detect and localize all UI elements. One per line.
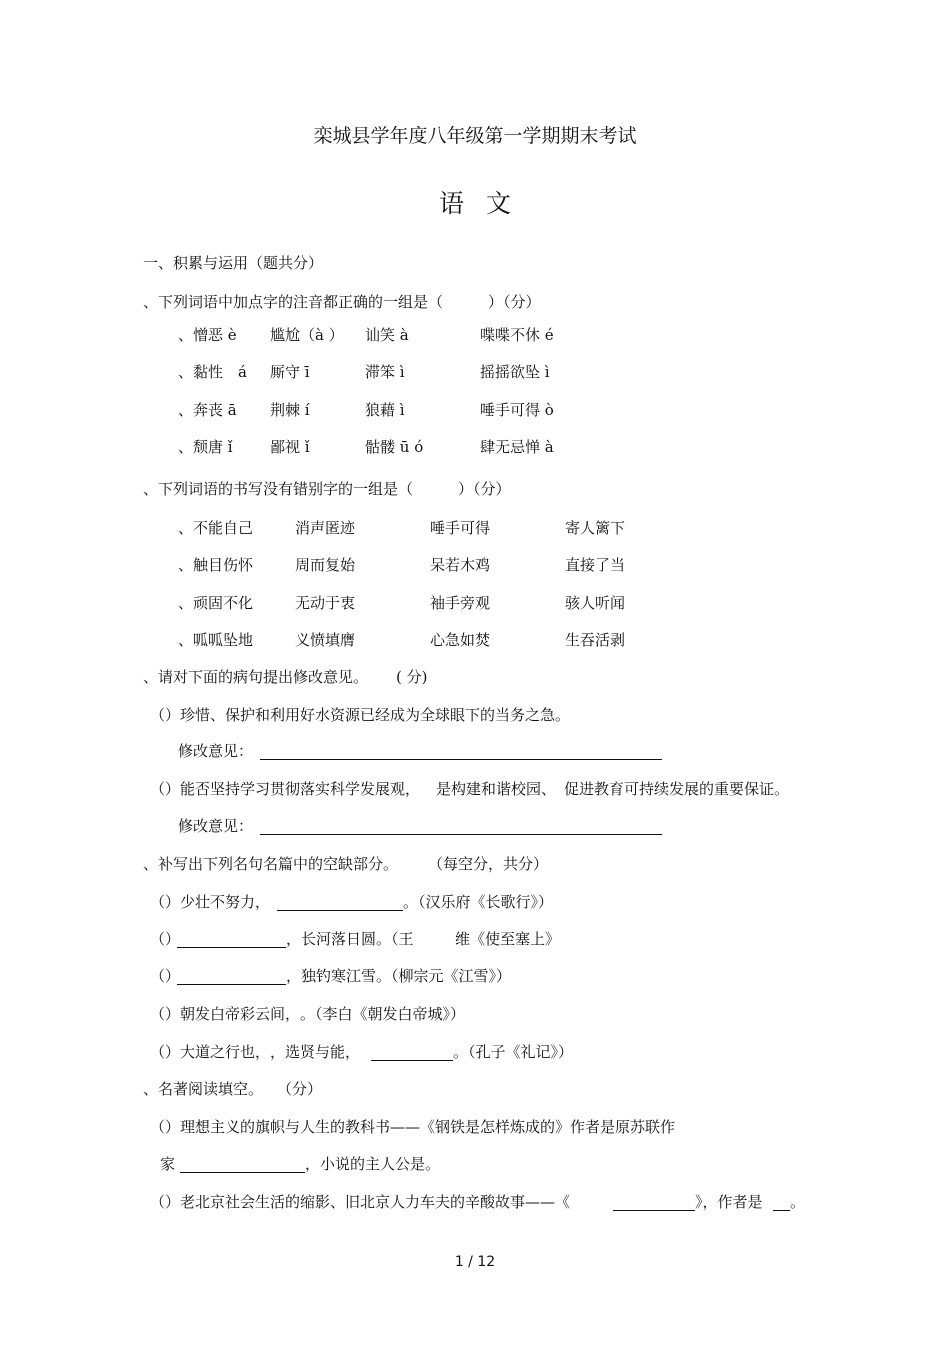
answer-line <box>180 1172 305 1173</box>
q2-option-4-3: 心急如焚 <box>430 631 491 649</box>
poem-line-3a: （） <box>150 967 181 985</box>
q2-option-4-1: 、呱呱坠地 <box>178 631 254 649</box>
q1-option-1-1: 、憎恶 è <box>178 326 237 344</box>
q1-option-3-4: 唾手可得 ò <box>480 401 554 419</box>
q2-option-1-2: 消声匿迹 <box>295 519 356 537</box>
q1-option-2-2: 厮守 ī <box>270 363 310 381</box>
q2-option-3-4: 骇人听闻 <box>565 594 626 612</box>
q1-option-4-4: 肆无忌惮 à <box>480 438 554 456</box>
poem-line-2a: （） <box>150 930 181 948</box>
q1-option-1-4: 喋喋不休 é <box>480 326 554 344</box>
answer-line <box>260 834 662 835</box>
question-2-prompt: 、下列词语的书写没有错别字的一组是（ ）（分） <box>143 480 511 498</box>
q1-option-3-3: 狼藉 ì <box>365 401 405 419</box>
answer-line <box>371 1060 453 1061</box>
q2-option-3-2: 无动于衷 <box>295 594 356 612</box>
exam-title: 栾城县学年度八年级第一学期期末考试 <box>313 125 637 147</box>
revision-label: 修改意见： <box>178 742 254 760</box>
q2-option-1-1: 、不能自己 <box>178 519 254 537</box>
question-1-prompt: 、下列词语中加点字的注音都正确的一组是（ ）（分） <box>143 293 541 311</box>
section-heading: 一、积累与运用（题共分） <box>143 254 324 272</box>
question-3-sentence-2c: 促进教育可持续发展的重要保证。 <box>564 780 790 798</box>
q2-option-2-1: 、触目伤怀 <box>178 556 254 574</box>
q1-option-1-2: 尴尬（à ） <box>270 326 344 344</box>
poem-line-1a: （）少壮不努力， <box>150 893 271 911</box>
q2-option-2-4: 直接了当 <box>565 556 626 574</box>
revision-label: 修改意见： <box>178 817 254 835</box>
q2-option-3-3: 袖手旁观 <box>430 594 491 612</box>
book-question-2a: （）老北京社会生活的缩影、旧北京人力车夫的辛酸故事——《 <box>150 1193 571 1211</box>
question-3-sentence-2b: 是构建和谐校园、 <box>436 780 557 798</box>
book-question-2c: 。 <box>790 1193 806 1211</box>
poem-line-5a: （）大道之行也， <box>150 1043 271 1061</box>
q1-option-2-3: 滞笨 ì <box>365 363 405 381</box>
poem-line-2c: 维《使至塞上》 <box>455 930 561 948</box>
question-4-prompt: 、补写出下列名句名篇中的空缺部分。 <box>143 855 399 873</box>
book-question-1: （）理想主义的旗帜与人生的教科书——《钢铁是怎样炼成的》作者是原苏联作 <box>150 1118 676 1136</box>
q1-option-3-2: 荆棘 í <box>270 401 310 419</box>
page-number: 1 / 12 <box>454 1254 496 1270</box>
question-3-prompt: 、请对下面的病句提出修改意见。 <box>143 668 369 686</box>
answer-line <box>773 1210 790 1211</box>
question-5-prompt: 、名著阅读填空。 <box>143 1080 264 1098</box>
book-question-2b: 》，作者是 <box>695 1193 763 1211</box>
q2-option-4-4: 生吞活剥 <box>565 631 626 649</box>
poem-line-5b: ，选贤与能， <box>270 1043 361 1061</box>
question-4-score: （每空分，共分） <box>428 855 549 873</box>
question-3-sentence-2a: （）能否坚持学习贯彻落实科学发展观， <box>150 780 421 798</box>
answer-line <box>177 947 286 948</box>
answer-line <box>613 1210 695 1211</box>
question-3-score: ( 分) <box>396 668 428 686</box>
q1-option-4-1: 、颓唐 ǐ <box>178 438 233 456</box>
answer-line <box>260 759 662 760</box>
q1-option-4-2: 鄙视 ǐ <box>270 438 310 456</box>
q1-option-1-3: 讪笑 à <box>365 326 409 344</box>
poem-line-5c: 。（孔子《礼记》） <box>453 1043 574 1061</box>
q1-option-2-4: 摇摇欲坠 ì <box>480 363 550 381</box>
answer-line <box>177 984 286 985</box>
poem-line-4b: 。（李白《朝发白帝城》） <box>300 1005 466 1023</box>
question-5-score: （分） <box>277 1080 323 1098</box>
subject-title: 语文 <box>438 189 533 218</box>
book-question-1-hero: ，小说的主人公是。 <box>305 1155 441 1173</box>
q2-option-2-3: 呆若木鸡 <box>430 556 491 574</box>
book-question-1-author-label: 家 <box>160 1155 176 1173</box>
q1-option-4-3: 骷髅 ū ó <box>365 438 424 456</box>
poem-line-3b: ，独钓寒江雪。（柳宗元《江雪》） <box>286 967 512 985</box>
q2-option-3-1: 、顽固不化 <box>178 594 254 612</box>
q2-option-2-2: 周而复始 <box>295 556 356 574</box>
q2-option-4-2: 义愤填膺 <box>295 631 356 649</box>
q2-option-1-4: 寄人篱下 <box>565 519 626 537</box>
q1-option-3-1: 、奔丧 ā <box>178 401 237 419</box>
question-3-sentence-1: （）珍惜、保护和利用好水资源已经成为全球眼下的当务之急。 <box>150 706 571 724</box>
q1-option-2-1: 、黏性 á <box>178 363 247 381</box>
answer-line <box>277 910 403 911</box>
poem-line-2b: ，长河落日圆。（王 <box>286 930 414 948</box>
poem-line-4a: （）朝发白帝彩云间， <box>150 1005 301 1023</box>
q2-option-1-3: 唾手可得 <box>430 519 491 537</box>
poem-line-1b: 。（汉乐府《长歌行》） <box>403 893 554 911</box>
